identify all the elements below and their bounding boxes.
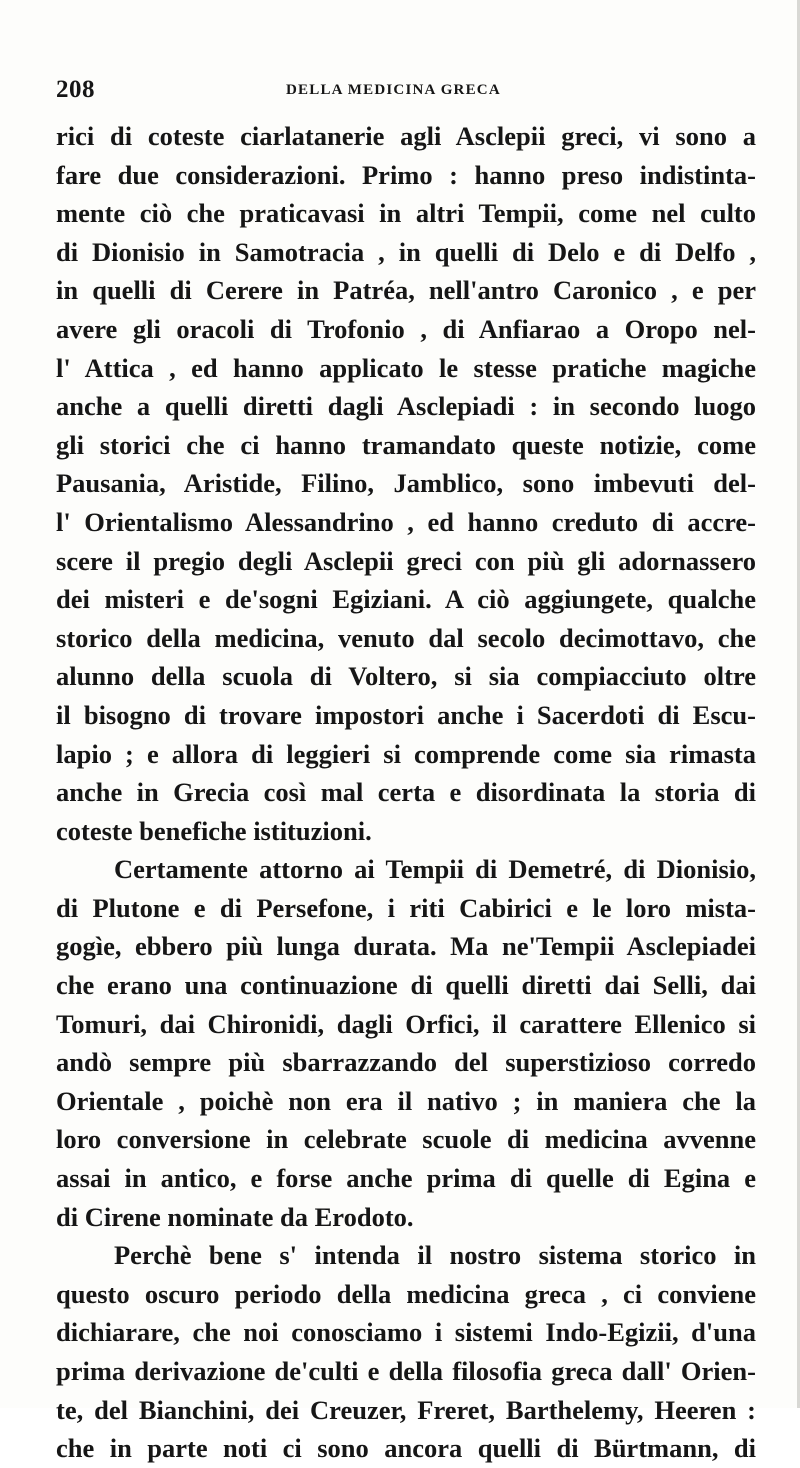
text-line: Pausania, Aristide, Filino, Jamblico, sono imbevuti del- [56, 468, 756, 499]
text-line: Orientale , poichè non era il nativo ; in maniera che la [56, 1085, 756, 1116]
text-line: dichiarare, che noi conosciamo i sistemi Indo-Egizii, d'una [56, 1317, 756, 1348]
text-line: scere il pregio degli Asclepii greci con più gli adornassero [56, 545, 756, 576]
text-line: gogìe, ebbero più lunga durata. Ma ne'Tempii Asclepiadei [56, 931, 756, 962]
text-line: anche in Grecia così mal certa e disordinata la storia di [56, 777, 756, 808]
text-line: Tomuri, dai Chironidi, dagli Orfici, il carattere Ellenico si [56, 1008, 756, 1039]
text-line: mente ciò che praticavasi in altri Tempii, come nel culto [56, 198, 756, 229]
text-line: che in parte noti ci sono ancora quelli di Bürtmann, di [56, 1433, 756, 1464]
text-line: di Plutone e di Persefone, i riti Cabirici e le loro mista- [56, 892, 756, 923]
text-line: dei misteri e de'sogni Egiziani. A ciò aggiungete, qualche [56, 584, 756, 615]
text-line: fare due considerazioni. Primo : hanno preso indistinta- [56, 159, 756, 190]
paragraph-last-line: coteste benefiche istituzioni. [56, 815, 372, 846]
text-line: che erano una continuazione di quelli diretti dai Selli, dai [56, 970, 756, 1001]
text-line: assai in antico, e forse anche prima di quelle di Egina e [56, 1163, 756, 1194]
text-line: il bisogno di trovare impostori anche i Sacerdoti di Escu- [56, 699, 756, 730]
body-text [56, 117, 756, 1468]
text-line: te, del Bianchini, dei Creuzer, Freret, Barthelemy, Heeren : [56, 1394, 756, 1425]
text-line: di Dionisio in Samotracia , in quelli di Delo e di Delfo , [56, 236, 756, 267]
text-line: anche a quelli diretti dagli Asclepiadi : in secondo luogo [56, 391, 756, 422]
text-line: avere gli oracoli di Trofonio , di Anfiarao a Oropo nel- [56, 313, 756, 344]
text-line: gli storici che ci hanno tramandato queste notizie, come [56, 429, 756, 460]
paragraph-first-line: Perchè bene s' intenda il nostro sistema storico in [114, 1240, 756, 1271]
text-line: l' Orientalismo Alessandrino , ed hanno creduto di accre- [56, 506, 756, 537]
text-line: rici di coteste ciarlatanerie agli Asclepii greci, vi sono a [56, 121, 756, 151]
text-line: in quelli di Cerere in Patréa, nell'antro Caronico , e per [56, 275, 756, 306]
text-line: alunno della scuola di Voltero, si sia compiacciuto oltre [56, 661, 756, 692]
page-header [56, 76, 756, 110]
text-line: loro conversione in celebrate scuole di medicina avvenne [56, 1124, 756, 1155]
text-line: prima derivazione de'culti e della filosofia greca dall' Orien- [56, 1356, 756, 1386]
text-line: questo oscuro periodo della medicina greca , ci conviene [56, 1278, 756, 1309]
running-head: DELLA MEDICINA GRECA [286, 82, 501, 98]
paragraph-last-line: di Cirene nominate da Erodoto. [56, 1201, 414, 1232]
text-line: andò sempre più sbarrazzando del superstizioso corredo [56, 1047, 756, 1078]
paragraph-first-line: Certamente attorno ai Tempii di Demetré, di Dionisio, [114, 854, 756, 885]
text-line: lapio ; e allora di leggieri si comprende come sia rimasta [56, 738, 756, 769]
text-line: l' Attica , ed hanno applicato le stesse pratiche magiche [56, 352, 756, 383]
page-number: 208 [56, 76, 95, 103]
text-line: storico della medicina, venuto dal secolo decimottavo, che [56, 622, 756, 653]
